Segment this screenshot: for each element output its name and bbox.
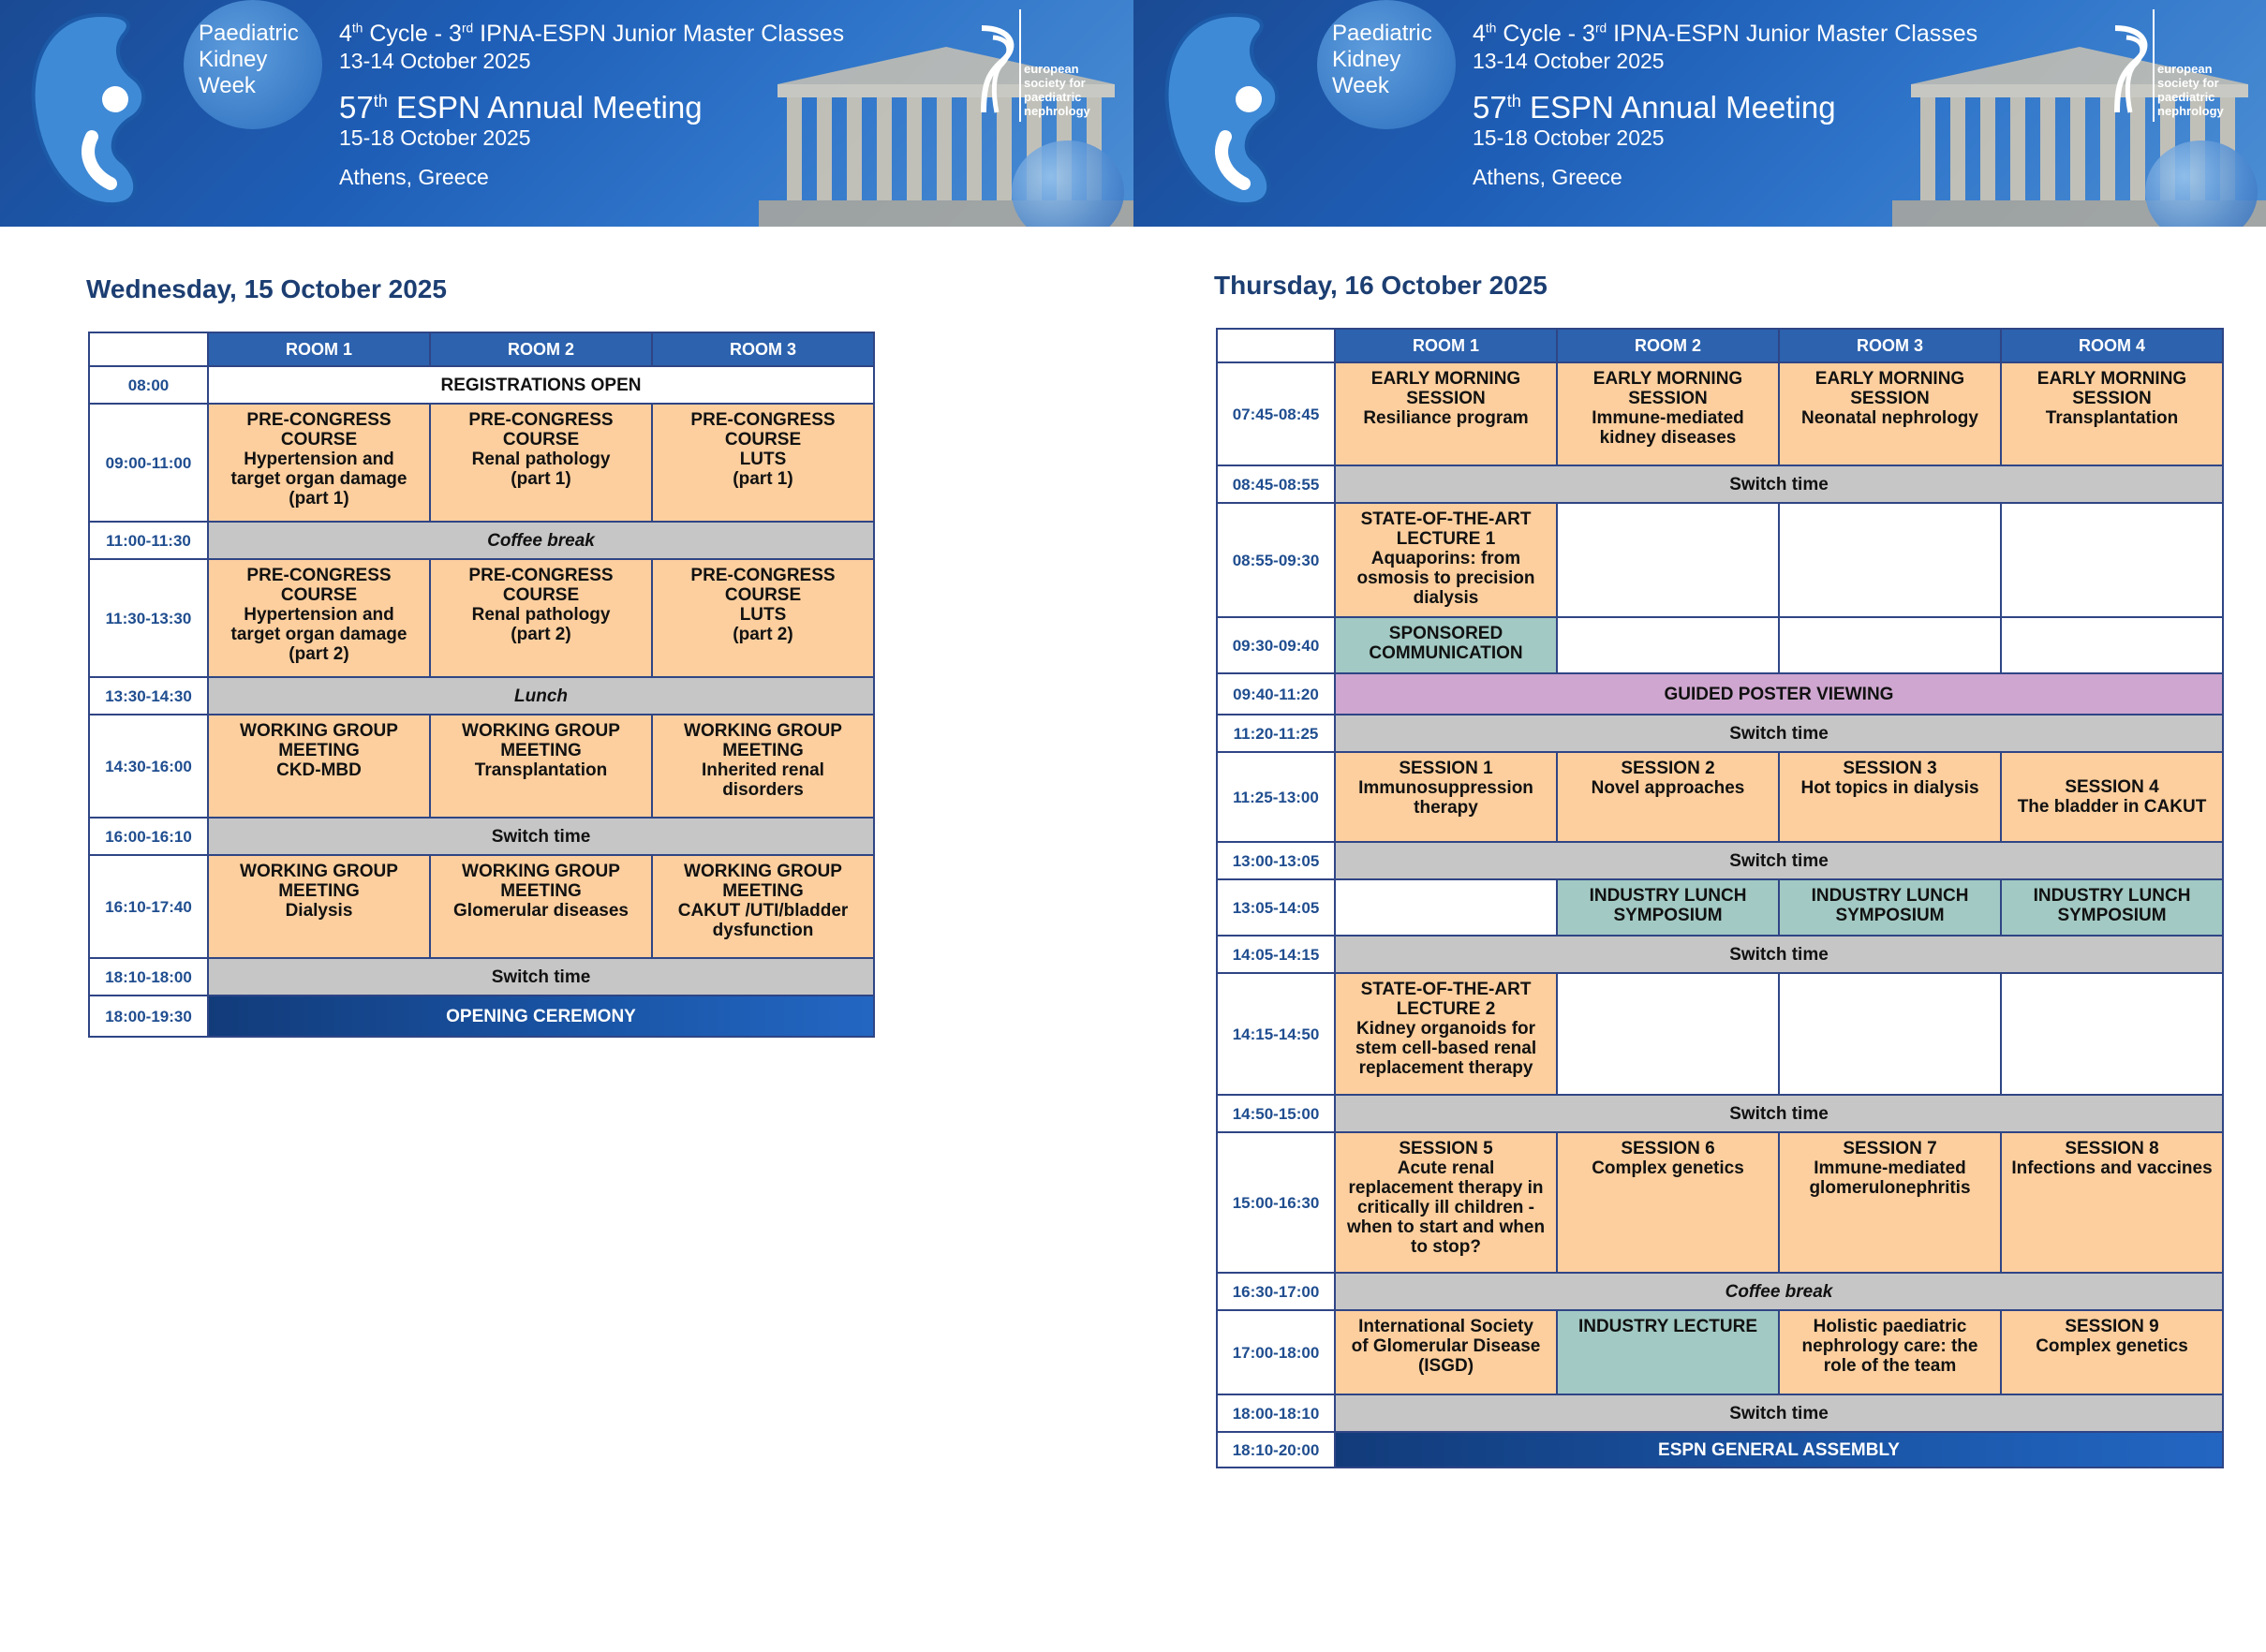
empty-cell (1779, 973, 2001, 1095)
time-slot: 09:00-11:00 (89, 404, 208, 522)
pkw-text: Paediatric Kidney Week (199, 21, 299, 98)
meeting-dates: 15-18 October 2025 (339, 125, 531, 150)
time-slot: 16:00-16:10 (89, 818, 208, 855)
time-slot: 08:45-08:55 (1217, 465, 1335, 503)
time-slot: 18:00-19:30 (89, 996, 208, 1037)
time-slot: 08:55-09:30 (1217, 503, 1335, 617)
location: Athens, Greece (339, 165, 489, 189)
time-slot: 15:00-16:30 (1217, 1132, 1335, 1273)
meeting-line: 57th ESPN Annual Meeting (1473, 90, 1836, 125)
time-slot: 18:10-20:00 (1217, 1432, 1335, 1468)
session-cell: EARLY MORNING SESSION Resiliance program (1335, 362, 1557, 465)
session-cell: PRE-CONGRESS COURSE LUTS (part 1) (652, 404, 874, 522)
registrations-open: REGISTRATIONS OPEN (208, 366, 874, 404)
empty-cell (1335, 879, 1557, 936)
wednesday-schedule (88, 332, 875, 1038)
session-cell: SESSION 3 Hot topics in dialysis (1779, 752, 2001, 842)
room-header: ROOM 4 (2001, 329, 2223, 362)
time-slot: 16:10-17:40 (89, 855, 208, 958)
logo-text: european society for paediatric nephrology (1024, 62, 1090, 118)
time-slot: 11:30-13:30 (89, 559, 208, 677)
switch-time: Switch time (1335, 1394, 2223, 1432)
session-cell: WORKING GROUP MEETING Transplantation (430, 715, 652, 818)
session-cell: WORKING GROUP MEETING Inherited renal disorders (652, 715, 874, 818)
room-header: ROOM 3 (1779, 329, 2001, 362)
session-cell: WORKING GROUP MEETING CAKUT /UTI/bladder dysfunction (652, 855, 874, 958)
time-slot: 11:00-11:30 (89, 522, 208, 559)
empty-cell (1557, 617, 1779, 673)
time-slot: 13:30-14:30 (89, 677, 208, 715)
switch-time: Switch time (208, 818, 874, 855)
opening-ceremony: OPENING CEREMONY (208, 996, 874, 1037)
session-cell: SESSION 7 Immune-mediated glomerulonephritis (1779, 1132, 2001, 1273)
session-cell: SESSION 2 Novel approaches (1557, 752, 1779, 842)
time-slot: 11:20-11:25 (1217, 715, 1335, 752)
time-slot: 09:40-11:20 (1217, 673, 1335, 715)
session-cell: International Society of Glomerular Disease (ISGD) (1335, 1310, 1557, 1394)
time-slot: 14:05-14:15 (1217, 936, 1335, 973)
switch-time: Switch time (208, 958, 874, 996)
session-cell: Holistic paediatric nephrology care: the role of the team (1779, 1310, 2001, 1394)
session-cell: PRE-CONGRESS COURSE LUTS (part 2) (652, 559, 874, 677)
industry-cell: INDUSTRY LUNCH SYMPOSIUM (1779, 879, 2001, 936)
session-cell: SESSION 1 Immunosuppression therapy (1335, 752, 1557, 842)
kidney-icon (1160, 6, 1338, 212)
session-cell: EARLY MORNING SESSION Neonatal nephrology (1779, 362, 2001, 465)
corner-cell (1217, 329, 1335, 362)
session-cell: PRE-CONGRESS COURSE Hypertension and target organ damage (part 2) (208, 559, 430, 677)
time-slot: 18:00-18:10 (1217, 1394, 1335, 1432)
switch-time: Switch time (1335, 936, 2223, 973)
switch-time: Switch time (1335, 1095, 2223, 1132)
sponsored-cell: SPONSORED COMMUNICATION (1335, 617, 1557, 673)
lecture-cell: STATE-OF-THE-ART LECTURE 2 Kidney organoids for stem cell-based renal replacement therapy (1335, 973, 1557, 1095)
time-slot: 11:25-13:00 (1217, 752, 1335, 842)
time-slot: 08:00 (89, 366, 208, 404)
meeting-dates: 15-18 October 2025 (1473, 125, 1665, 150)
session-cell: PRE-CONGRESS COURSE Renal pathology (part 2) (430, 559, 652, 677)
logo-text: european society for paediatric nephrology (2157, 62, 2224, 118)
empty-cell (2001, 503, 2223, 617)
time-slot: 16:30-17:00 (1217, 1273, 1335, 1310)
session-cell: SESSION 9 Complex genetics (2001, 1310, 2223, 1394)
thursday-title: Thursday, 16 October 2025 (1214, 271, 1548, 300)
room-header: ROOM 2 (1557, 329, 1779, 362)
cycle-line: 4th Cycle - 3rd IPNA-ESPN Junior Master Classes (1473, 21, 1978, 47)
time-slot: 17:00-18:00 (1217, 1310, 1335, 1394)
empty-cell (1779, 503, 2001, 617)
session-cell: WORKING GROUP MEETING Dialysis (208, 855, 430, 958)
time-slot: 13:00-13:05 (1217, 842, 1335, 879)
coffee-break: Coffee break (208, 522, 874, 559)
time-slot: 14:50-15:00 (1217, 1095, 1335, 1132)
session-cell: SESSION 5 Acute renal replacement therapy in critically ill children - when to start and when to stop? (1335, 1132, 1557, 1273)
switch-time: Switch time (1335, 715, 2223, 752)
banner-left (0, 0, 1133, 227)
empty-cell (2001, 617, 2223, 673)
meeting-line: 57th ESPN Annual Meeting (339, 90, 703, 125)
empty-cell (1557, 973, 1779, 1095)
banner-right (1133, 0, 2266, 227)
thursday-schedule (1216, 328, 2224, 1468)
session-cell: SESSION 6 Complex genetics (1557, 1132, 1779, 1273)
session-cell: SESSION 4 The bladder in CAKUT (2001, 752, 2223, 842)
time-slot: 14:15-14:50 (1217, 973, 1335, 1095)
empty-cell (1779, 617, 2001, 673)
empty-cell (2001, 973, 2223, 1095)
empty-cell (1557, 503, 1779, 617)
lunch-break: Lunch (208, 677, 874, 715)
switch-time: Switch time (1335, 842, 2223, 879)
session-cell: PRE-CONGRESS COURSE Renal pathology (part 1) (430, 404, 652, 522)
session-cell: WORKING GROUP MEETING CKD-MBD (208, 715, 430, 818)
time-slot: 14:30-16:00 (89, 715, 208, 818)
industry-cell: INDUSTRY LUNCH SYMPOSIUM (2001, 879, 2223, 936)
switch-time: Switch time (1335, 465, 2223, 503)
cycle-line: 4th Cycle - 3rd IPNA-ESPN Junior Master Classes (339, 21, 845, 47)
room-header: ROOM 3 (652, 332, 874, 366)
lecture-cell: STATE-OF-THE-ART LECTURE 1 Aquaporins: from osmosis to precision dialysis (1335, 503, 1557, 617)
pkw-text: Paediatric Kidney Week (1332, 21, 1432, 98)
room-header: ROOM 1 (1335, 329, 1557, 362)
cycle-dates: 13-14 October 2025 (1473, 49, 1665, 73)
logo-divider (2153, 9, 2155, 122)
time-slot: 09:30-09:40 (1217, 617, 1335, 673)
location: Athens, Greece (1473, 165, 1622, 189)
time-slot: 18:10-18:00 (89, 958, 208, 996)
industry-cell: INDUSTRY LECTURE (1557, 1310, 1779, 1394)
wednesday-title: Wednesday, 15 October 2025 (86, 274, 447, 303)
general-assembly: ESPN GENERAL ASSEMBLY (1335, 1432, 2223, 1468)
session-cell: WORKING GROUP MEETING Glomerular diseases (430, 855, 652, 958)
logo-divider (1019, 9, 1021, 122)
session-cell: EARLY MORNING SESSION Transplantation (2001, 362, 2223, 465)
time-slot: 13:05-14:05 (1217, 879, 1335, 936)
industry-cell: INDUSTRY LUNCH SYMPOSIUM (1557, 879, 1779, 936)
room-header: ROOM 1 (208, 332, 430, 366)
session-cell: EARLY MORNING SESSION Immune-mediated kidney diseases (1557, 362, 1779, 465)
coffee-break: Coffee break (1335, 1273, 2223, 1310)
kidney-icon (26, 6, 204, 212)
cycle-dates: 13-14 October 2025 (339, 49, 531, 73)
session-cell: PRE-CONGRESS COURSE Hypertension and target organ damage (part 1) (208, 404, 430, 522)
corner-cell (89, 332, 208, 366)
session-cell: SESSION 8 Infections and vaccines (2001, 1132, 2223, 1273)
room-header: ROOM 2 (430, 332, 652, 366)
poster-viewing: GUIDED POSTER VIEWING (1335, 673, 2223, 715)
time-slot: 07:45-08:45 (1217, 362, 1335, 465)
